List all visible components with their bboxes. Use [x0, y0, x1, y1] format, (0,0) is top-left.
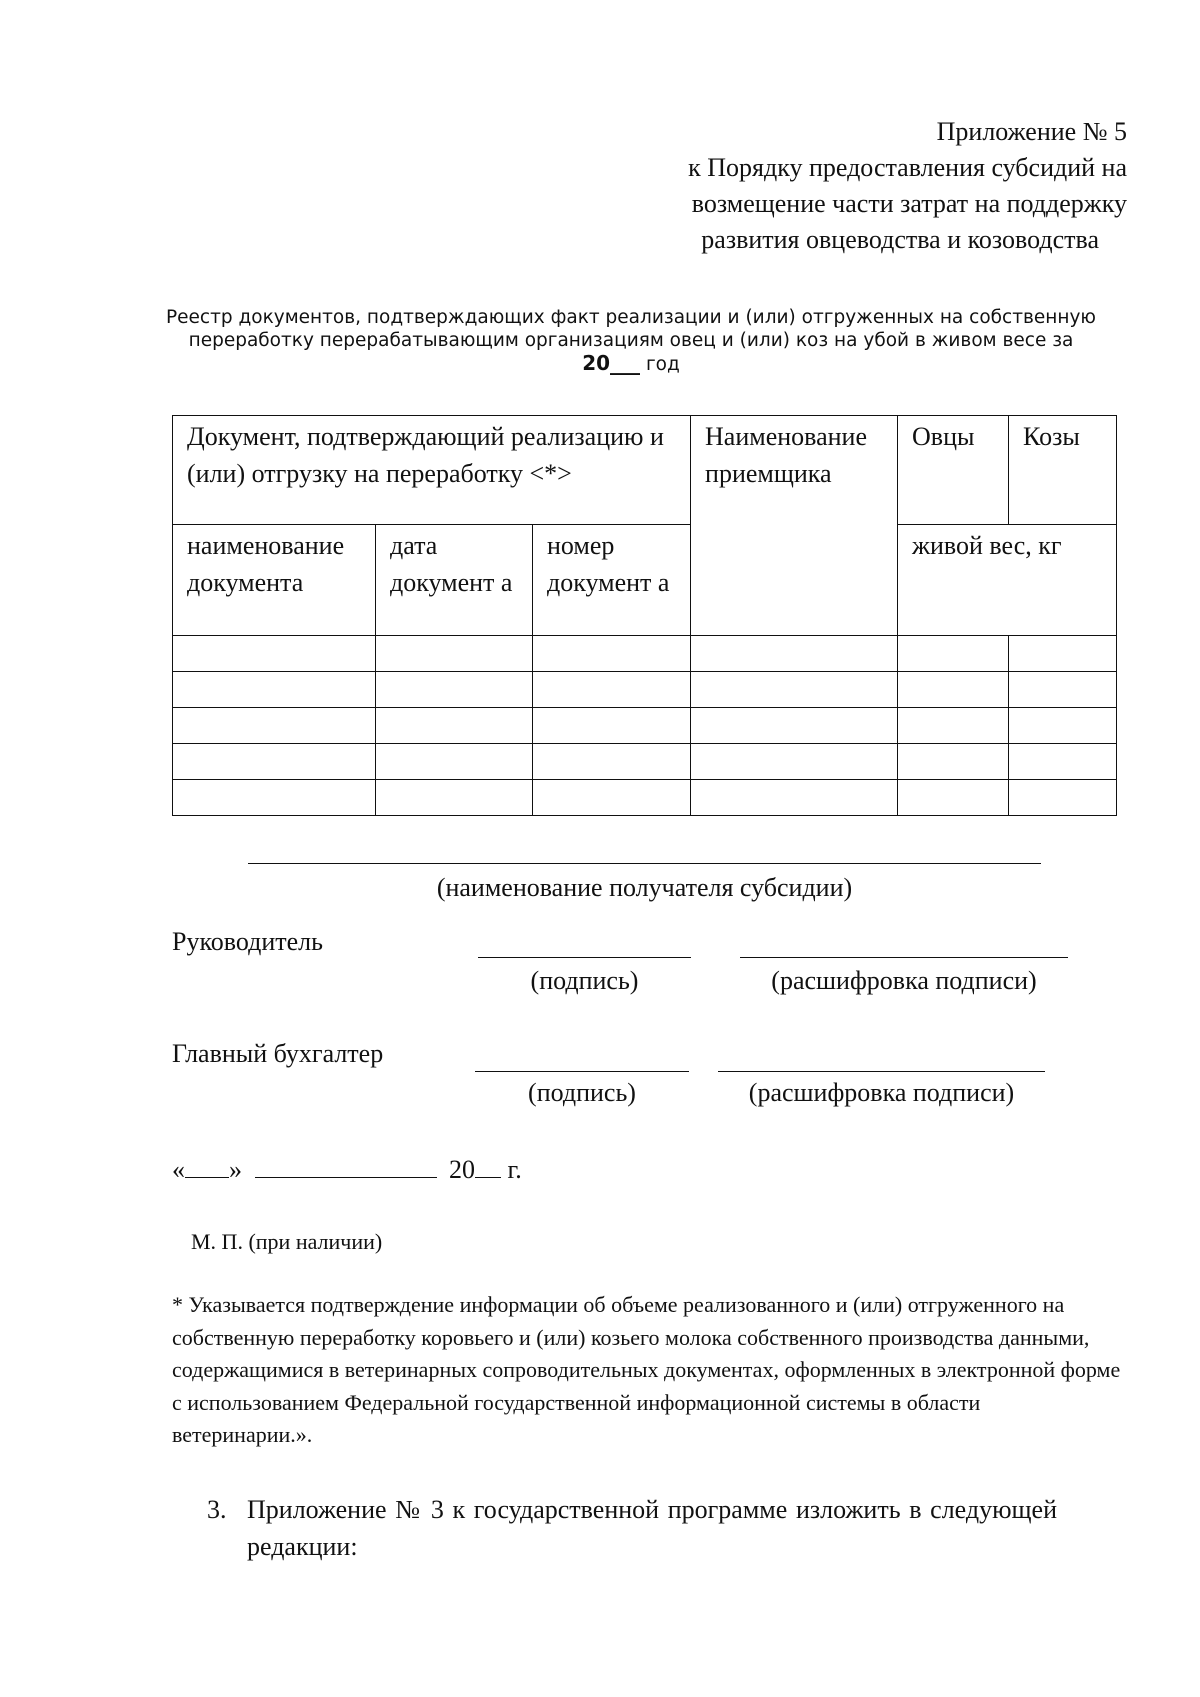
registry-year: 20___	[582, 351, 641, 375]
table-cell[interactable]	[533, 708, 691, 744]
accountant-signature-caption: (подпись)	[528, 1078, 636, 1107]
date-line	[172, 1155, 522, 1185]
head-decoding-caption: (расшифровка подписи)	[771, 966, 1037, 995]
registry-year-line	[120, 352, 1142, 376]
footnote: * Указывается подтверждение информации об объеме реализованного и (или) отгруженного на собственную переработку коровьего и (или) козьего молока собственного производства данными, содержащимися в ветеринарных сопроводительных документах, оформленных в электронной форме с использованием Федеральной государственной информационной системы в области ветеринарии.».	[172, 1292, 1121, 1447]
table-cell[interactable]	[376, 636, 533, 672]
table-cell[interactable]	[173, 780, 376, 816]
registry-year-suffix: год	[645, 354, 680, 375]
table-row	[173, 780, 1117, 816]
registry-title-line: Реестр документов, подтверждающих факт реализации и (или) отгруженных на собственную	[166, 307, 1096, 328]
live-weight-header: живой вес, кг	[898, 525, 1117, 636]
table-cell[interactable]	[376, 780, 533, 816]
table-cell[interactable]	[1009, 636, 1117, 672]
table-cell[interactable]	[173, 744, 376, 780]
doc-number-header: номер документ а	[533, 525, 691, 636]
table-cell[interactable]	[1009, 744, 1117, 780]
table-cell[interactable]	[1009, 780, 1117, 816]
table-cell[interactable]	[173, 636, 376, 672]
date-year: 20	[449, 1155, 475, 1184]
date-close-quote: »	[229, 1155, 242, 1184]
date-open-quote: «	[172, 1155, 185, 1184]
doc-date-header: дата документ а	[376, 525, 533, 636]
table-cell[interactable]	[376, 744, 533, 780]
table-cell[interactable]	[533, 636, 691, 672]
appendix-header	[688, 114, 1127, 258]
table-cell[interactable]	[533, 780, 691, 816]
head-signature-line[interactable]	[478, 957, 691, 958]
month-blank[interactable]	[255, 1155, 437, 1178]
item-3-text: Приложение № 3 к государственной программе изложить в следующей редакции:	[247, 1495, 1057, 1561]
table-row	[173, 636, 1117, 672]
table-row	[173, 744, 1117, 780]
table-cell[interactable]	[898, 672, 1009, 708]
appendix-subtitle-line: к Порядку предоставления субсидий на	[688, 153, 1127, 182]
day-blank[interactable]	[185, 1155, 229, 1178]
table-cell[interactable]	[691, 744, 898, 780]
head-decoding-line[interactable]	[740, 957, 1068, 958]
table-cell[interactable]	[173, 708, 376, 744]
table-cell[interactable]	[376, 708, 533, 744]
table-cell[interactable]	[691, 672, 898, 708]
goats-header: Козы	[1009, 416, 1117, 525]
table-cell[interactable]	[533, 672, 691, 708]
doc-name-header: наименование документа	[173, 525, 376, 636]
doc-group-header: Документ, подтверждающий реализацию и (или) отгрузку на переработку <*>	[173, 416, 691, 525]
stamp-label: М. П. (при наличии)	[191, 1229, 383, 1254]
table-cell[interactable]	[898, 708, 1009, 744]
item-3-number: 3.	[207, 1495, 227, 1524]
appendix-subtitle-line: развития овцеводства и козоводства	[701, 225, 1099, 254]
table-cell[interactable]	[898, 636, 1009, 672]
recipient-caption: (наименование получателя субсидии)	[436, 873, 853, 902]
date-year-suffix: г.	[507, 1155, 522, 1184]
registry-table	[172, 415, 1117, 816]
accountant-decoding-line[interactable]	[718, 1071, 1045, 1072]
table-cell[interactable]	[898, 744, 1009, 780]
table-cell[interactable]	[533, 744, 691, 780]
registry-title	[120, 306, 1142, 376]
table-cell[interactable]	[691, 780, 898, 816]
table-cell[interactable]	[1009, 708, 1117, 744]
accountant-signature-line[interactable]	[475, 1071, 689, 1072]
registry-title-line: переработку перерабатывающим организациям овец и (или) коз на убой в живом весе за	[188, 330, 1074, 351]
table-cell[interactable]	[898, 780, 1009, 816]
table-cell[interactable]	[691, 636, 898, 672]
item-3	[207, 1491, 1057, 1565]
receiver-header: Наименование приемщика	[691, 416, 898, 636]
sheep-header: Овцы	[898, 416, 1009, 525]
table-row	[173, 708, 1117, 744]
appendix-number: Приложение № 5	[936, 117, 1127, 146]
table-cell[interactable]	[1009, 672, 1117, 708]
table-cell[interactable]	[376, 672, 533, 708]
table-row	[173, 672, 1117, 708]
head-label: Руководитель	[172, 927, 323, 956]
table-cell[interactable]	[173, 672, 376, 708]
recipient-line[interactable]	[248, 863, 1041, 864]
accountant-decoding-caption: (расшифровка подписи)	[748, 1078, 1015, 1107]
year-blank[interactable]	[475, 1155, 501, 1178]
appendix-subtitle-line: возмещение части затрат на поддержку	[691, 189, 1127, 218]
table-cell[interactable]	[691, 708, 898, 744]
head-signature-caption: (подпись)	[530, 966, 639, 995]
accountant-label: Главный бухгалтер	[172, 1039, 384, 1068]
